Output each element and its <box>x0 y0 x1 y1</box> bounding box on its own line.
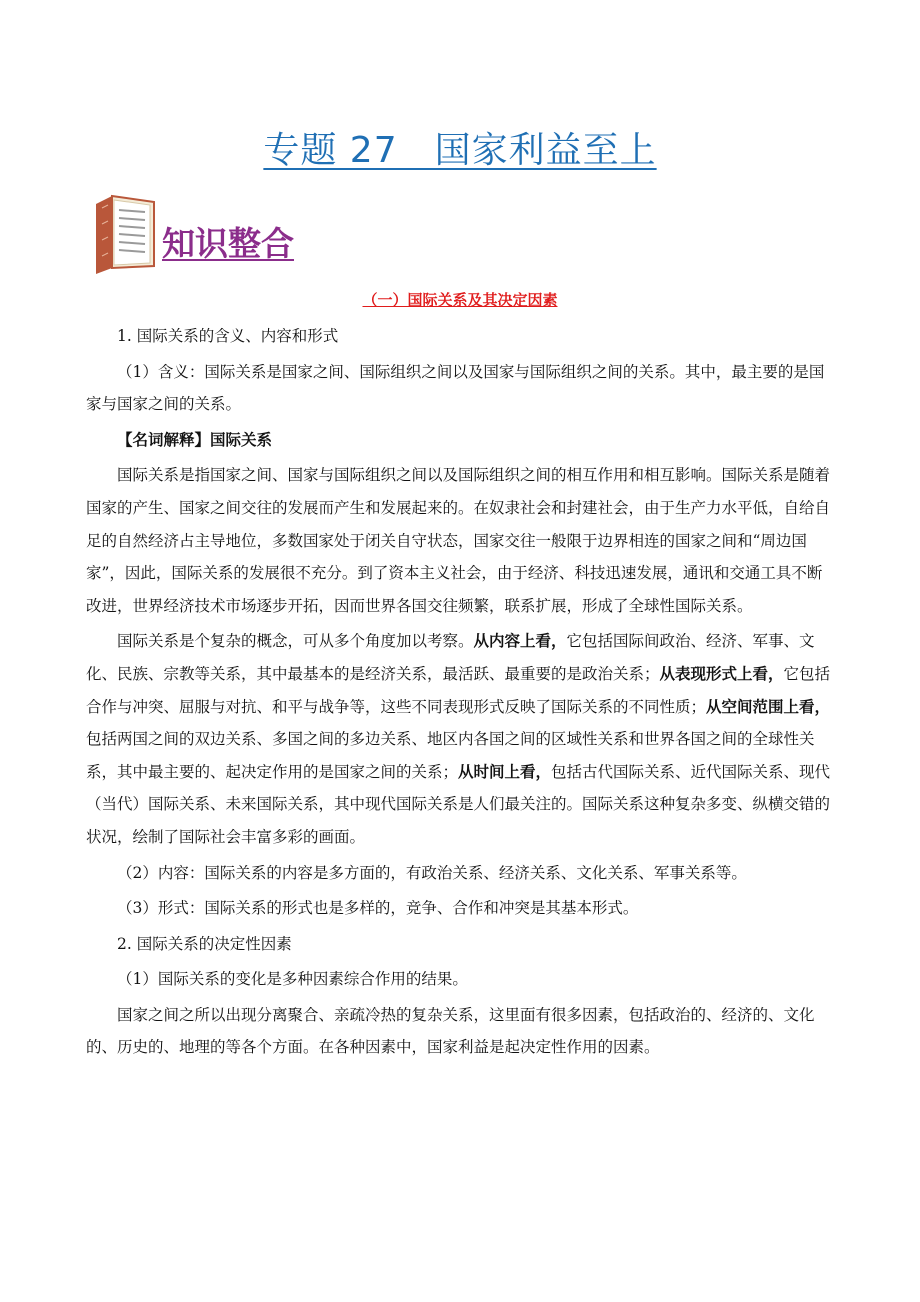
book-icon <box>92 194 158 276</box>
knowledge-banner <box>90 192 350 276</box>
paragraph-heading-1: 1. 国际关系的含义、内容和形式 <box>117 327 339 345</box>
document-title: 专题 27 国家利益至上 <box>263 130 657 171</box>
banner-label: 知识整合 <box>162 224 294 263</box>
paragraph-form: （3）形式：国际关系的形式也是多样的，竞争、合作和冲突是其基本形式。 <box>117 899 639 918</box>
paragraph-factors: （1）国际关系的变化是多种因素综合作用的结果。 <box>117 970 468 989</box>
paragraph-heading-2: 2. 国际关系的决定性因素 <box>117 934 292 953</box>
paragraph-perspectives: 国际关系是个复杂的概念，可从多个角度加以考察。从内容上看，它包括国际间政治、经济、军事、文化、民族、宗教等关系，其中最基本的是经济关系，最活跃、最重要的是政治关系；从表现形式上看，它包括合作与冲突、屈服与对抗、和平与战争等，这些不同表现形式反映了国际关系的不同性质；从空间范围上看，包括两国之间的双边关系、多国之间的多边关系、地区内各国之间的区域性关系和世界各国之间的全球性关系，其中最主要的、起决定作用的是国家之间的关系；从时间上看，包括古代国际关系、近代国际关系、现代（当代）国际关系、未来国际关系，其中现代国际关系是人们最关注的。国际关系这种复杂多变、纵横交错的状况，绘制了国际社会丰富多彩的画面。 <box>86 631 831 846</box>
paragraph-explanation: 国际关系是指国家之间、国家与国际组织之间以及国际组织之间的相互作用和相互影响。国际关系是随着国家的产生、国家之间交往的发展而产生和发展起来的。在奴隶社会和封建社会，由于生产力水平低，自给自足的自然经济占主导地位，多数国家处于闭关自守状态，国家交往一般限于边界相连的国家之间和“周边国家”，因此，国际关系的发展很不充分。到了资本主义社会，由于经济、科技迅速发展，通讯和交通工具不断改进，世界经济技术市场逐步开拓，因而世界各国交往频繁，联系扩展，形成了全球性国际关系。 <box>86 466 831 615</box>
term-explanation-label: 【名词解释】国际关系 <box>117 429 273 449</box>
document-body <box>86 320 836 1064</box>
section-heading: （一）国际关系及其决定因素 <box>362 291 558 309</box>
paragraph-content: （2）内容：国际关系的内容是多方面的，有政治关系、经济关系、文化关系、军事关系等。 <box>117 863 747 882</box>
paragraph-national-interest: 国家之间之所以出现分离聚合、亲疏冷热的复杂关系，这里面有很多因素，包括政治的、经济的、文化的、历史的、地理的等各个方面。在各种因素中，国家利益是起决定性作用的因素。 <box>86 1005 815 1057</box>
paragraph-definition: （1）含义：国际关系是国家之间、国际组织之间以及国家与国际组织之间的关系。其中，最主要的是国家与国家之间的关系。 <box>86 362 825 414</box>
